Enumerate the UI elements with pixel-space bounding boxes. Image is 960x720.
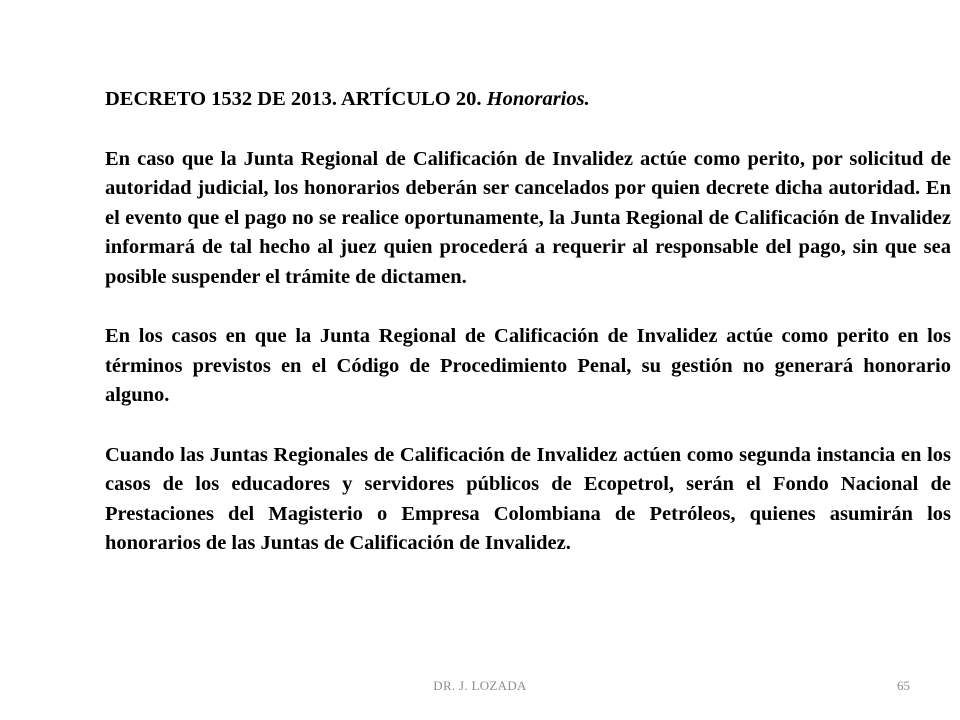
footer-page-number: 65 xyxy=(897,678,910,693)
paragraph-2: En los casos en que la Junta Regional de Calificación de Invalidez actúe como perito en los términos previstos en el Código de Procedimiento Penal, su gestión no generará honorario alguno. xyxy=(105,325,951,406)
paragraph-3: Cuando las Juntas Regionales de Calificación de Invalidez actúen como segunda instancia en los casos de los educadores y servidores públicos de Ecopetrol, serán el Fondo Nacional de Prestaciones del Magisterio o Empresa Colombiana de Petróleos, quienes asumirán los honorarios de las Juntas de Calificación de Invalidez. xyxy=(105,443,951,554)
heading-italic: Honorarios. xyxy=(486,88,590,110)
paragraph-1: En caso que la Junta Regional de Calificación de Invalidez actúe como perito, por solicitud de autoridad judicial, los honorarios deberán ser cancelados por quien decrete dicha autoridad. En el evento que el pago no se realice oportunamente, la Junta Regional de Calificación de Invalidez informará de tal hecho al juez quien procederá a requerir al responsable del pago, sin que sea posible suspender el trámite de dictamen. xyxy=(105,147,951,288)
footer-author: DR. J. LOZADA xyxy=(433,678,527,693)
heading-main: DECRETO 1532 DE 2013. ARTÍCULO 20. xyxy=(105,88,487,110)
document-heading xyxy=(105,85,951,115)
document-body xyxy=(105,85,951,589)
